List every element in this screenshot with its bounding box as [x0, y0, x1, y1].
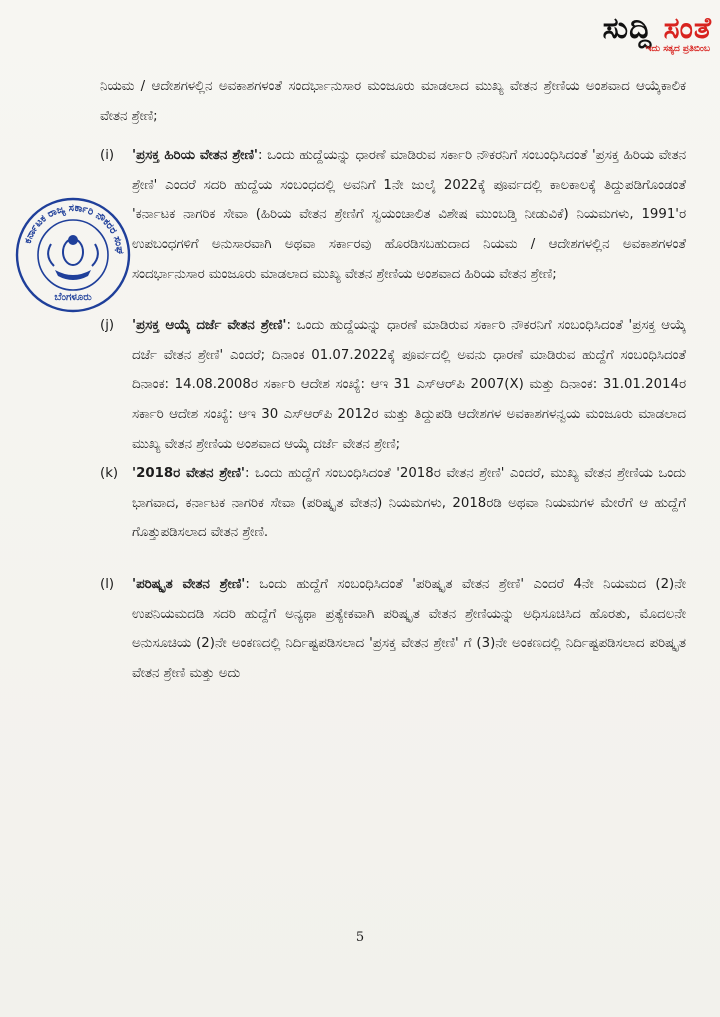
- document-body: [100, 72, 686, 688]
- seal-ring-text: ಕರ್ನಾಟಕ ರಾಜ್ಯ ಸರ್ಕಾರಿ ನೌಕರರ ಸಂಘ: [22, 202, 126, 255]
- definition-j: [100, 311, 686, 459]
- item-number: (k): [100, 466, 119, 482]
- logo-wordmark: [512, 11, 712, 46]
- item-term: 'ಪ್ರಸಕ್ತ ಹಿರಿಯ ವೇತನ ಶ್ರೇಣಿ': [132, 148, 258, 164]
- item-term: '2018ರ ವೇತನ ಶ್ರೇಣಿ': [132, 466, 245, 482]
- logo-tagline: ಇದು ಸತ್ಯದ ಪ್ರತಿಬಿಂಬ: [645, 44, 710, 54]
- item-number: (l): [100, 576, 115, 592]
- logo-word-1: ಸುದ್ದಿ: [602, 11, 653, 46]
- item-number: (j): [100, 318, 115, 334]
- item-term: 'ಪರಿಷ್ಕೃತ ವೇತನ ಶ್ರೇಣಿ': [132, 576, 246, 592]
- definition-i: [100, 141, 686, 289]
- sudhi-sante-logo: [512, 11, 712, 54]
- seal-city: ಬೆಂಗಳೂರು: [54, 292, 92, 303]
- item-body: : ಒಂದು ಹುದ್ದೆಗೆ ಸಂಬಂಧಿಸಿದಂತೆ 'ಪರಿಷ್ಕೃತ ವೇತನ ಶ್ರೇಣಿ' ಎಂದರೆ 4ನೇ ನಿಯಮದ (2)ನೇ ಉಪನಿಯಮದಡಿ ಸದರಿ ಹುದ್ದೆಗೆ ಅನ್ಯಥಾ ಪ್ರತ್ಯೇಕವಾಗಿ ಪರಿಷ್ಕೃತ ವೇತನ ಶ್ರೇಣಿಯನ್ನು ಅಧಿಸೂಚಿಸಿದ ಹೊರತು, ಮೊದಲನೇ ಅನುಸೂಚಿಯ (2)ನೇ ಅಂಕಣದಲ್ಲಿ ನಿರ್ದಿಷ್ಟಪಡಿಸಲಾದ 'ಪ್ರಸಕ್ತ ವೇತನ ಶ್ರೇಣಿ' ಗೆ (3)ನೇ ಅಂಕಣದಲ್ಲಿ ನಿರ್ದಿಷ್ಟಪಡಿಸಲಾದ ಪರಿಷ್ಕೃತ ವೇತನ ಶ್ರೇಣಿ ಮತ್ತು ಅದು: [132, 576, 687, 681]
- item-body: : ಒಂದು ಹುದ್ದೆಯನ್ನು ಧಾರಣೆ ಮಾಡಿರುವ ಸರ್ಕಾರಿ ನೌಕರನಿಗೆ ಸಂಬಂಧಿಸಿದಂತೆ 'ಪ್ರಸಕ್ತ ಆಯ್ಕೆ ದರ್ಜೆ ವೇತನ ಶ್ರೇಣಿ' ಎಂದರೆ; ದಿನಾಂಕ 01.07.2022ಕ್ಕೆ ಪೂರ್ವದಲ್ಲಿ ಅವನು ಧಾರಣೆ ಮಾಡಿರುವ ಹುದ್ದೆಗೆ ಸಂಬಂಧಿಸಿದಂತೆ ದಿನಾಂಕ: 14.08.2008ರ ಸರ್ಕಾರಿ ಆದೇಶ ಸಂಖ್ಯೆ: ಆಇ 31 ಎಸ್‌ಆರ್‌ಪಿ 2007(X) ಮತ್ತು ದಿನಾಂಕ: 31.01.2014ರ ಸರ್ಕಾರಿ ಆದೇಶ ಸಂಖ್ಯೆ: ಆಇ 30 ಎಸ್‌ಆರ್‌ಪಿ 2012ರ ಮತ್ತು ತಿದ್ದುಪಡಿ ಆದೇಶಗಳ ಅವಕಾಶಗಳನ್ವಯ ಮಂಜೂರು ಮಾಡಲಾದ ಮುಖ್ಯ ವೇತನ ಶ್ರೇಣಿಯ ಅಂಶವಾದ ಆಯ್ಕೆ ದರ್ಜೆ ವೇತನ ಶ್ರೇಣಿ;: [132, 318, 686, 452]
- intro-paragraph: ನಿಯಮ / ಆದೇಶಗಳಲ್ಲಿನ ಅವಕಾಶಗಳಂತೆ ಸಂದರ್ಭಾನುಸಾರ ಮಂಜೂರು ಮಾಡಲಾದ ಮುಖ್ಯ ವೇತನ ಶ್ರೇಣಿಯ ಅಂಶವಾದ ಆಯ್ಕೆಕಾಲಿಕ ವೇತನ ಶ್ರೇಣಿ;: [100, 79, 686, 124]
- item-body: : ಒಂದು ಹುದ್ದೆಯನ್ನು ಧಾರಣೆ ಮಾಡಿರುವ ಸರ್ಕಾರಿ ನೌಕರನಿಗೆ ಸಂಬಂಧಿಸಿದಂತೆ 'ಪ್ರಸಕ್ತ ಹಿರಿಯ ವೇತನ ಶ್ರೇಣಿ' ಎಂದರೆ ಸದರಿ ಹುದ್ದೆಯ ಸಂಬಂಧದಲ್ಲಿ ಅವನಿಗೆ 1ನೇ ಜುಲೈ 2022ಕ್ಕೆ ಪೂರ್ವದಲ್ಲಿ ಕಾಲಕಾಲಕ್ಕೆ ತಿದ್ದುಪಡಿಗೊಂಡಂತೆ 'ಕರ್ನಾಟಕ ನಾಗರಿಕ ಸೇವಾ (ಹಿರಿಯ ವೇತನ ಶ್ರೇಣಿಗೆ ಸ್ವಯಂಚಾಲಿತ ವಿಶೇಷ ಮುಂಬಡ್ತಿ ನೀಡುವಿಕೆ) ನಿಯಮಗಳು, 1991'ರ ಉಪಬಂಧಗಳಿಗೆ ಅನುಸಾರವಾಗಿ ಅಥವಾ ಸರ್ಕಾರವು ಹೊರಡಿಸಬಹುದಾದ ನಿಯಮ / ಆದೇಶಗಳಲ್ಲಿನ ಅವಕಾಶಗಳಂತೆ ಸಂದರ್ಭಾನುಸಾರ ಮಂಜೂರು ಮಾಡಲಾದ ಮುಖ್ಯ ವೇತನ ಶ್ರೇಣಿಯ ಅಂಶವಾದ ಹಿರಿಯ ವೇತನ ಶ್ರೇಣಿ;: [132, 148, 687, 282]
- definition-k: [100, 459, 686, 548]
- item-term: 'ಪ್ರಸಕ್ತ ಆಯ್ಕೆ ದರ್ಜೆ ವೇತನ ಶ್ರೇಣಿ': [132, 318, 287, 334]
- item-number: (i): [100, 148, 115, 164]
- logo-word-2: ಸಂತೆ: [663, 11, 712, 46]
- item-body: : ಒಂದು ಹುದ್ದೆಗೆ ಸಂಬಂಧಿಸಿದಂತೆ '2018ರ ವೇತನ ಶ್ರೇಣಿ' ಎಂದರೆ, ಮುಖ್ಯ ವೇತನ ಶ್ರೇಣಿಯ ಒಂದು ಭಾಗವಾದ, ಕರ್ನಾಟಕ ನಾಗರಿಕ ಸೇವಾ (ಪರಿಷ್ಕೃತ ವೇತನ) ನಿಯಮಗಳು, 2018ರಡಿ ಅಥವಾ ನಿಯಮಗಳ ಮೇರೆಗೆ ಆ ಹುದ್ದೆಗೆ ಗೊತ್ತುಪಡಿಸಲಾದ ವೇತನ ಶ್ರೇಣಿ.: [132, 466, 687, 541]
- page-number: 5: [355, 930, 365, 945]
- definition-l: [100, 570, 686, 688]
